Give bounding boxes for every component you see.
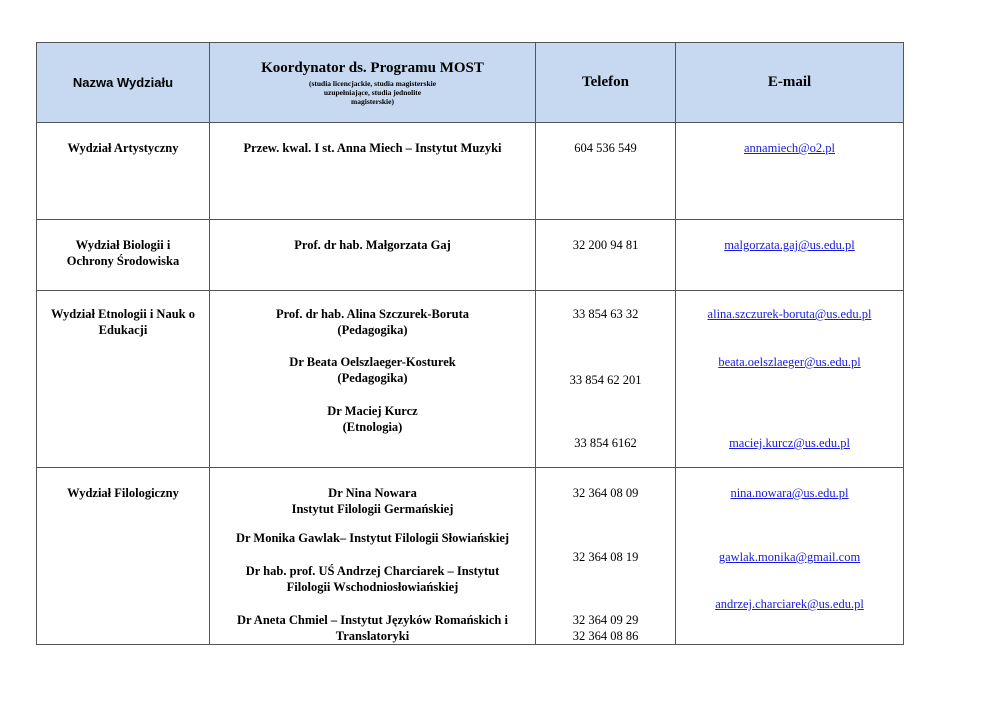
email-link[interactable]: andrzej.charciarek@us.edu.pl [715, 597, 864, 611]
email-link[interactable]: maciej.kurcz@us.edu.pl [729, 436, 850, 450]
faculty-name: Wydział Filologiczny [67, 486, 179, 500]
phone-number: 33 854 63 32 [572, 307, 639, 321]
header-faculty: Nazwa Wydziału [37, 43, 210, 123]
coordinator-institute: Filologii Wschodniosłowiańskiej [286, 580, 459, 594]
coordinator-name: Dr Beata Oelszlaeger-Kosturek [289, 355, 456, 369]
phone-number: 32 364 08 86 [572, 629, 639, 643]
coordinator-name: Prof. dr hab. Małgorzata Gaj [294, 238, 451, 252]
coordinators-table [36, 42, 904, 645]
faculty-name: Wydział Biologii i Ochrony Środowiska [66, 238, 180, 268]
coordinator-name: Dr Monika Gawlak– Instytut Filologii Słowiańskiej [235, 531, 510, 545]
phone-number: 33 854 6162 [574, 436, 637, 450]
coordinator-field: (Pedagogika) [337, 371, 408, 385]
coordinator-name: Dr Nina Nowara [328, 486, 417, 500]
faculty-name: Wydział Etnologii i Nauk o Edukacji [50, 307, 195, 337]
header-coordinator [210, 43, 536, 123]
email-link[interactable]: gawlak.monika@gmail.com [718, 550, 861, 564]
coordinator-institute: Translatoryki [335, 629, 410, 643]
header-coordinator-note: (studia licencjackie, studia magisterskie uzupełniające, studia jednolite magisterskie) [308, 78, 437, 106]
coordinator-name: Dr Maciej Kurcz [327, 404, 418, 418]
header-row [37, 43, 904, 123]
phone-number: 32 200 94 81 [572, 238, 639, 252]
coordinator-field: (Pedagogika) [337, 323, 408, 337]
email-link[interactable]: malgorzata.gaj@us.edu.pl [724, 238, 855, 252]
header-email: E-mail [676, 43, 904, 123]
coordinator-name: Prof. dr hab. Alina Szczurek-Boruta [275, 307, 470, 321]
coordinator-name: Przew. kwal. I st. Anna Miech – Instytut Muzyki [243, 141, 502, 155]
phone-number: 32 364 08 19 [572, 550, 639, 564]
header-phone: Telefon [536, 43, 676, 123]
table-row [37, 220, 904, 291]
header-coordinator-title: Koordynator ds. Programu MOST [261, 59, 484, 76]
coordinator-field: (Etnologia) [342, 420, 403, 434]
table-row [37, 123, 904, 220]
coordinator-institute: Instytut Filologii Germańskiej [291, 502, 454, 516]
phone-number: 32 364 08 09 [572, 486, 639, 500]
email-link[interactable]: alina.szczurek-boruta@us.edu.pl [707, 307, 872, 321]
email-link[interactable]: beata.oelszlaeger@us.edu.pl [718, 355, 861, 369]
coordinator-name: Dr Aneta Chmiel – Instytut Języków Romańskich i [237, 613, 508, 627]
email-link[interactable]: annamiech@o2.pl [744, 141, 835, 155]
phone-number: 604 536 549 [574, 141, 637, 155]
table-row [37, 468, 904, 645]
email-link[interactable]: nina.nowara@us.edu.pl [730, 486, 849, 500]
table-row [37, 291, 904, 468]
coordinator-name: Dr hab. prof. UŚ Andrzej Charciarek – Instytut [245, 564, 500, 578]
faculty-name: Wydział Artystyczny [67, 141, 179, 155]
phone-number: 32 364 09 29 [572, 613, 639, 627]
phone-number: 33 854 62 201 [569, 373, 642, 387]
